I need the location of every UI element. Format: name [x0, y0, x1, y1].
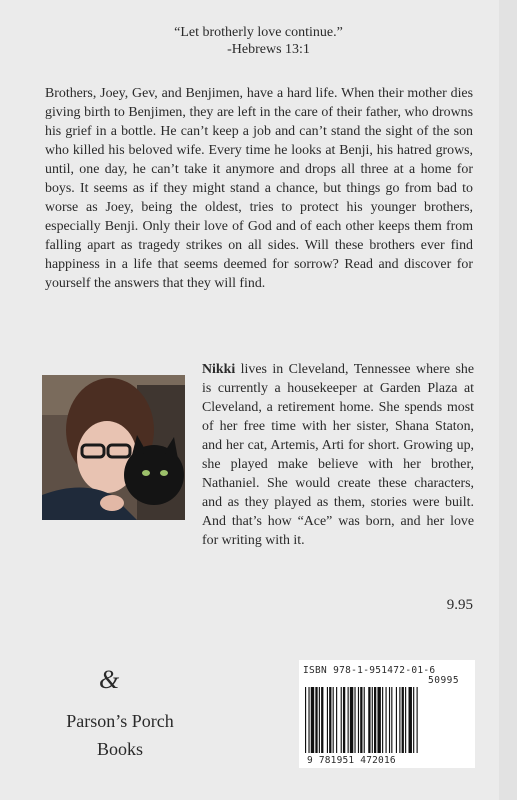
author-bio [202, 360, 474, 550]
publisher-name [0, 707, 240, 763]
author-photo [42, 375, 185, 520]
author-bio-text: lives in Cleveland, Tennessee where she is currently a housekeeper at Garden Plaza at Cleveland, a retirement home. She spends most of her free time with her sister, Shana Staton, and her cat, Artemis, Arti for short. Growing up, she played make believe with her brother, Nathaniel. She would create these characters, and as they played as them, stories were built. And that’s how “Ace” was born, and her love for writing with it. [202, 362, 474, 548]
barcode-bars [303, 687, 471, 755]
publisher-line-2: Books [96, 739, 143, 759]
price: 9.95 [446, 597, 473, 613]
book-blurb: Brothers, Joey, Gev, and Benjimen, have a hard life. When their mother dies giving birth to Benjimen, they are left in the care of their father, who drowns his grief in a bottle. He can’t keep a job and can’t stand the sight of the son who killed his beloved wife. Every time he looks at Benji, his hatred grows, until, one day, he can’t take it anymore and drops all three at a home for boys. It seems as if they might stand a chance, but things go from bad to worse as Joey, being the oldest, tries to protect his younger brothers, especially Benji. Only their love of God and of each other keeps them from falling apart as tragedy strikes on all sides. Will these brothers ever find happiness in a life that seems deemed for sorrow? Read and discover for yourself the answers that they will find. [45, 86, 473, 291]
publisher-logo: & [99, 665, 120, 694]
epigraph [0, 24, 517, 58]
publisher-line-1: Parson’s Porch [66, 711, 174, 731]
epigraph-citation: -Hebrews 13:1 [227, 42, 310, 57]
author-name: Nikki [202, 362, 236, 377]
right-edge-strip [499, 0, 517, 800]
epigraph-quote: “Let brotherly love continue.” [174, 25, 343, 40]
barcode-price-code: 50995 [428, 675, 460, 686]
ean-digits: 9 781951 472016 [307, 755, 396, 766]
isbn-text: ISBN 978-1-951472-01-6 [303, 665, 436, 676]
isbn-barcode [299, 660, 475, 768]
